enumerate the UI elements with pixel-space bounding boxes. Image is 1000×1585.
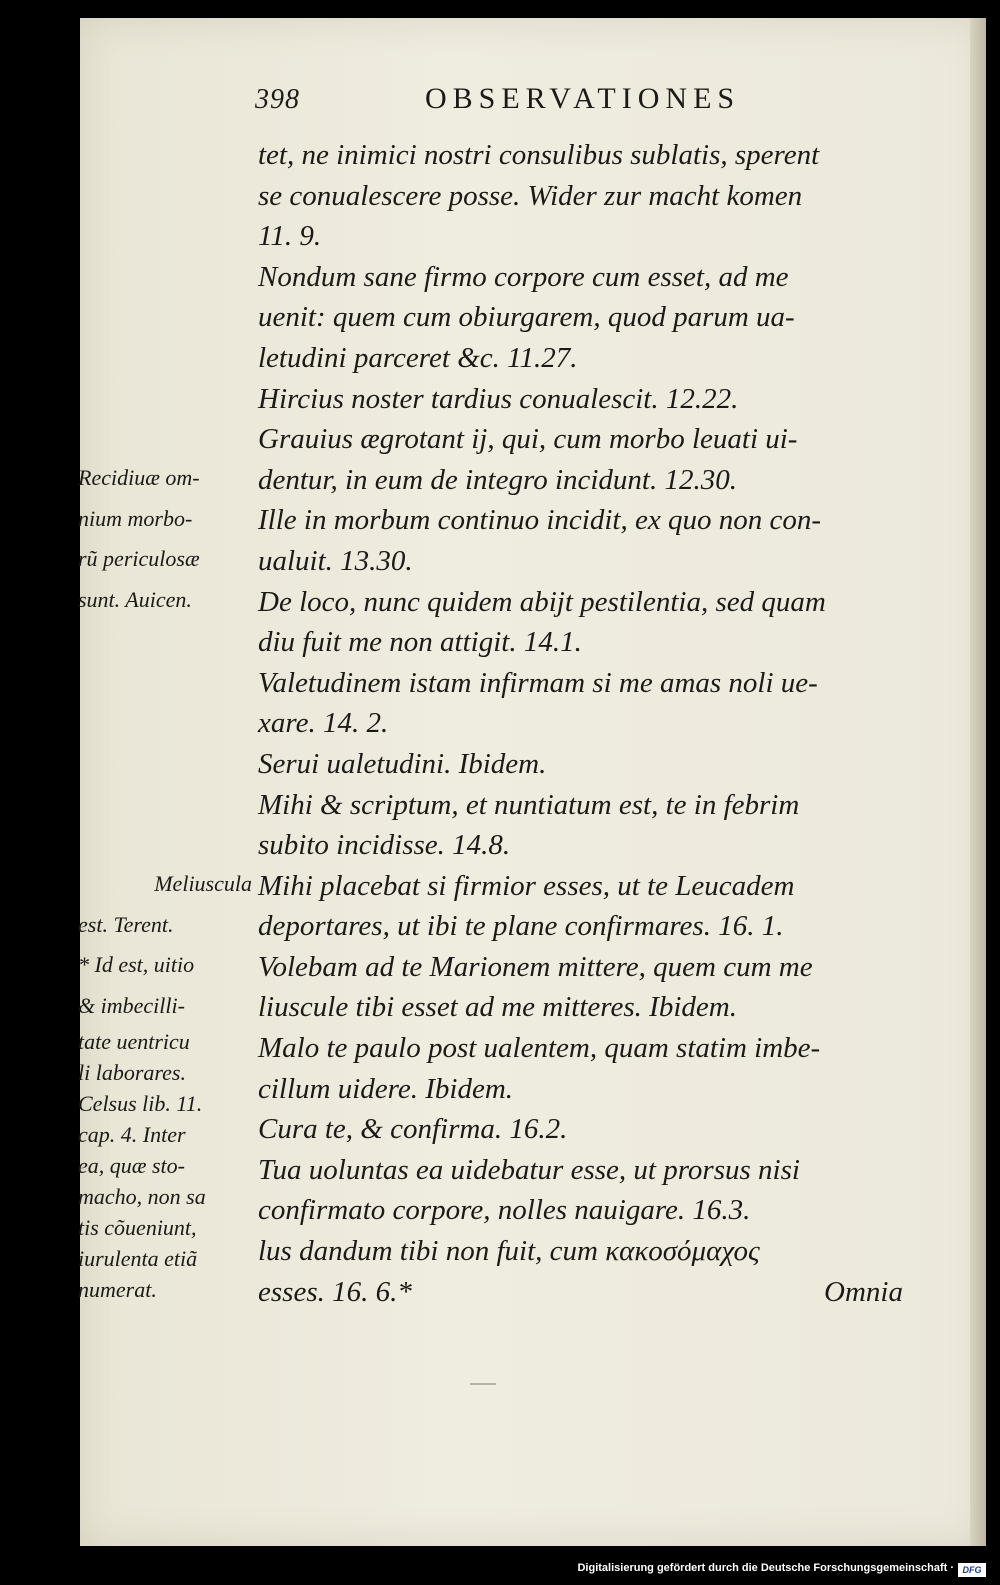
margin-note-line: Celsus lib. 11.	[78, 1091, 203, 1117]
margin-note-line: tis cõueniunt,	[78, 1215, 197, 1241]
text-line: deportares, ut ibi te plane confirmares. 16. 1.	[258, 910, 784, 943]
text-line	[258, 1272, 903, 1313]
margin-note-line: iurulenta etiã	[78, 1246, 198, 1272]
margin-note-line: macho, non sa	[78, 1184, 206, 1210]
margin-note-line: Recidiuæ om-	[78, 465, 200, 490]
text-line: Valetudinem istam infirmam si me amas noli ue-	[258, 666, 818, 699]
text-line: xare. 14. 2.	[258, 707, 389, 740]
text-line: subito incidisse. 14.8.	[258, 829, 511, 862]
text-line: cillum uidere. Ibidem.	[258, 1072, 514, 1105]
text-line: se conualescere posse. Wider zur macht komen	[258, 179, 803, 212]
margin-note-line: rũ periculosæ	[78, 546, 200, 572]
text-line: tet, ne inimici nostri consulibus sublatis, sperent	[258, 139, 820, 171]
page-edge-shadow	[970, 18, 986, 1546]
text-line: Grauius ægrotant ij, qui, cum morbo leuati ui-	[258, 423, 798, 456]
text-line: lus dandum tibi non fuit, cum κακοσόμαχος	[258, 1235, 760, 1268]
margin-notes	[78, 458, 256, 1305]
text-line: Hircius noster tardius conualescit. 12.22.	[258, 382, 739, 415]
page-number: 398	[255, 84, 300, 115]
margin-note-line: est. Terent.	[78, 911, 174, 937]
margin-note-line: Meliuscula	[154, 870, 252, 896]
text-line: Tua uoluntas ea uidebatur esse, ut prorsus nisi	[258, 1153, 800, 1186]
catchword: Omnia	[824, 1275, 903, 1308]
text-line: uenit: quem cum obiurgarem, quod parum ua-	[258, 301, 795, 334]
margin-note-line: li laborares.	[78, 1060, 186, 1086]
text-line: Volebam ad te Marionem mittere, quem cum me	[258, 950, 813, 983]
running-head	[255, 84, 895, 124]
text-line: Mihi placebat si firmior esses, ut te Leucadem	[258, 869, 795, 902]
text-line: 11. 9.	[258, 220, 322, 253]
text-line: dentur, in eum de integro incidunt. 12.30.	[258, 463, 737, 496]
margin-note-line: ea, quæ sto-	[78, 1153, 185, 1179]
margin-note-line: nium morbo-	[78, 505, 193, 531]
text-line: diu fuit me non attigit. 14.1.	[258, 626, 582, 659]
main-text-column	[258, 135, 903, 1312]
margin-note-line: sunt. Auicen.	[78, 586, 192, 612]
running-head-title: OBSERVATIONES	[425, 82, 741, 115]
text-line: Nondum sane firmo corpore cum esset, ad me	[258, 260, 789, 293]
text-line: letudini parceret &c. 11.27.	[258, 341, 578, 374]
text-line: Mihi & scriptum, et nuntiatum est, te in febrim	[258, 788, 800, 821]
digitization-credit: Digitalisierung gefördert durch die Deutsche Forschungsgemeinschaft ·	[577, 1562, 954, 1574]
text-line: De loco, nunc quidem abijt pestilentia, sed quam	[258, 585, 826, 618]
text-line: Ille in morbum continuo incidit, ex quo non con-	[258, 504, 821, 537]
faint-rule	[470, 1383, 496, 1385]
margin-note-line: & imbecilli-	[78, 992, 185, 1018]
margin-note-line: numerat.	[78, 1277, 157, 1303]
dfg-logo: DFG	[958, 1563, 986, 1577]
text-line: liuscule tibi esset ad me mitteres. Ibidem.	[258, 991, 737, 1024]
text-line-content: esses. 16. 6.*	[258, 1275, 412, 1308]
text-line: ualuit. 13.30.	[258, 544, 413, 577]
margin-note-line: * Id est, uitio	[78, 952, 195, 978]
margin-note-line: tate uentricu	[78, 1029, 190, 1055]
text-line: Cura te, & confirma. 16.2.	[258, 1113, 568, 1146]
text-line: confirmato corpore, nolles nauigare. 16.3.	[258, 1194, 751, 1227]
margin-note-line: cap. 4. Inter	[78, 1122, 186, 1148]
text-line: Serui ualetudini. Ibidem.	[258, 747, 547, 780]
text-line: Malo te paulo post ualentem, quam statim imbe-	[258, 1032, 821, 1065]
